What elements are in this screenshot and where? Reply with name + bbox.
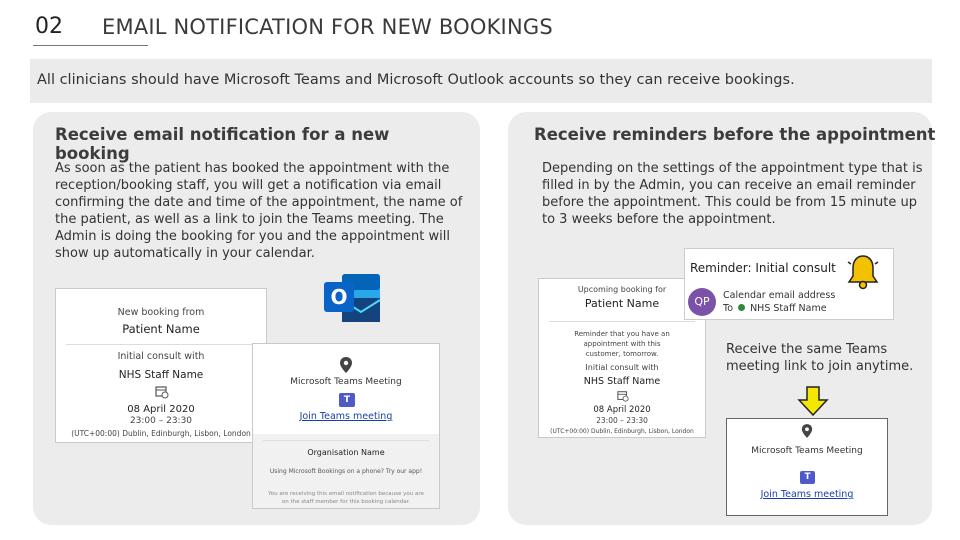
reminder-text: Reminder that you have an appointment with this customer, tomorrow. (574, 330, 670, 358)
page-title: EMAIL NOTIFICATION FOR NEW BOOKINGS (102, 15, 553, 39)
outlook-icon (322, 270, 382, 328)
teams-icon: T (800, 471, 815, 484)
patient-name: Patient Name (122, 322, 200, 336)
location-pin-icon (801, 423, 813, 439)
divider (549, 321, 695, 322)
title-underline (33, 45, 148, 46)
initial-consult-label: Initial consult with (117, 351, 205, 362)
calendar-clock-icon (617, 390, 629, 402)
reminder-title: Reminder: Initial consult (690, 261, 836, 275)
calendar-email-address: Calendar email address (723, 290, 836, 301)
join-teams-link[interactable]: Join Teams meeting (299, 411, 393, 422)
upcoming-booking-email-card (538, 278, 706, 438)
right-heading: Receive reminders before the appointment (534, 125, 936, 144)
left-heading: Receive email notification for a new booking (55, 125, 390, 163)
new-booking-email-card (55, 288, 267, 443)
teams-meeting-label: Microsoft Teams Meeting (751, 446, 863, 456)
down-arrow-icon (797, 386, 829, 416)
right-body: Depending on the settings of the appointment type that is filled in by the Admin, you can receive an email reminder before the appointment. This could be from 15 minute up to 3 weeks before the appointment. (542, 161, 923, 227)
section-number: 02 (35, 14, 63, 39)
join-link-wrapper (253, 411, 439, 422)
timezone: (UTC+00:00) Dublin, Edinburgh, Lisbon, London (71, 429, 251, 438)
timezone: (UTC+00:00) Dublin, Edinburgh, Lisbon, London (550, 428, 694, 435)
recipient-name: NHS Staff Name (750, 303, 827, 314)
reminder-recipient (723, 303, 827, 314)
initial-consult-label: Initial consult with (585, 363, 659, 372)
appointment-time: 23:00 – 23:30 (596, 416, 648, 425)
teams-icon: T (339, 393, 355, 407)
phone-app-promo: Using Microsoft Bookings on a phone? Try our app! (269, 468, 423, 475)
appointment-date: 08 April 2020 (127, 404, 195, 415)
to-prefix: To (723, 303, 734, 314)
card-footer-area (253, 434, 439, 508)
presence-dot-icon (738, 304, 745, 311)
join-link-wrapper (727, 489, 887, 500)
patient-name: Patient Name (584, 297, 660, 310)
appointment-time: 23:00 – 23:30 (129, 416, 193, 426)
appointment-date: 08 April 2020 (593, 405, 651, 415)
join-teams-link[interactable]: Join Teams meeting (760, 489, 854, 500)
teams-meeting-card (726, 418, 888, 516)
divider (263, 440, 429, 441)
same-link-caption: Receive the same Teams meeting link to join anytime. (726, 342, 914, 374)
staff-name: NHS Staff Name (583, 376, 661, 387)
svg-text:O: O (330, 285, 348, 309)
location-pin-icon (339, 356, 353, 374)
calendar-clock-icon (155, 385, 169, 399)
staff-name: NHS Staff Name (118, 369, 204, 381)
teams-meeting-label: Microsoft Teams Meeting (290, 377, 402, 387)
bell-icon (845, 252, 881, 292)
upcoming-booking-label: Upcoming booking for (577, 285, 667, 294)
organisation-name: Organisation Name (307, 448, 385, 457)
teams-meeting-email-card (252, 343, 440, 509)
left-body: As soon as the patient has booked the appointment with the reception/booking staff, you will get a notification via email confirming the date and time of the appointment, the name of the patient, as well as a link to join the Teams meeting. The Admin is doing the booking for you and the appointment will show up automatically in your calendar. (55, 161, 463, 261)
notification-footer: You are receiving this email notification because you are on the staff member for this booking calendar. (268, 491, 424, 505)
divider (66, 344, 256, 345)
info-banner-text: All clinicians should have Microsoft Teams and Microsoft Outlook accounts so they can receive bookings. (37, 72, 795, 88)
new-booking-label: New booking from (117, 307, 205, 318)
avatar: QP (688, 288, 716, 316)
